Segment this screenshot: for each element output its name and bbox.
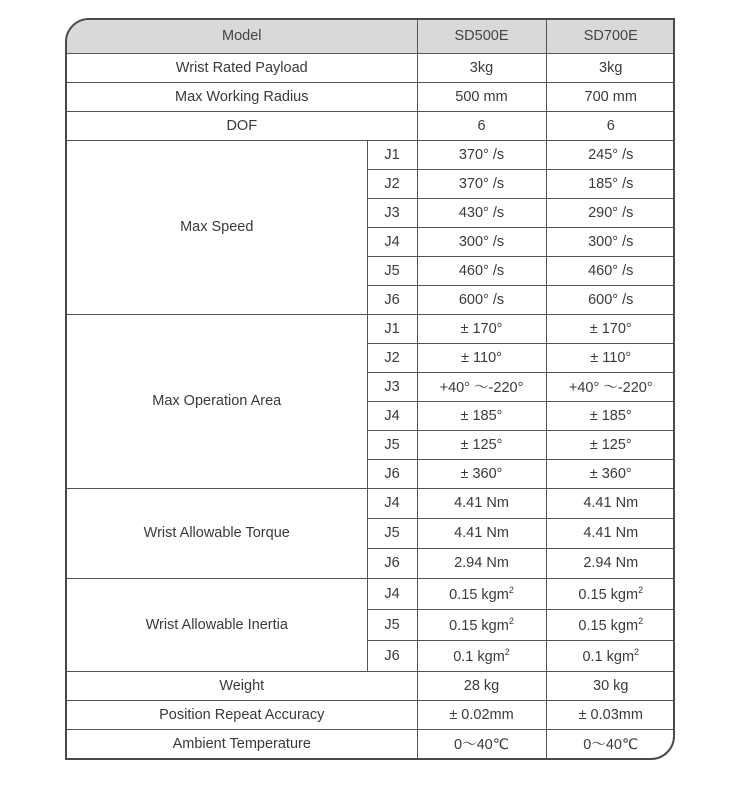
value-sd700e: 2.94 Nm [546, 548, 675, 578]
joint-label: J6 [367, 459, 417, 488]
value-sd700e: 185° /s [546, 169, 675, 198]
inertia-value: 0.15 [578, 617, 607, 634]
accuracy-row [67, 700, 675, 729]
row-label: Max Working Radius [67, 82, 417, 111]
payload-row [67, 53, 675, 82]
value-sd500e: 500 mm [417, 82, 546, 111]
value-sd500e: ± 125° [417, 430, 546, 459]
value-sd700e: 0～40℃ [546, 729, 675, 758]
joint-label: J4 [367, 401, 417, 430]
value-sd500e: 4.41 Nm [417, 488, 546, 518]
value-sd700e: 4.41 Nm [546, 518, 675, 548]
inertia-unit: kgm [481, 617, 509, 634]
value-sd500e: 430° /s [417, 198, 546, 227]
header-model: Model [67, 20, 417, 53]
dof-row [67, 111, 675, 140]
speed-row [67, 140, 675, 169]
inertia-exponent: 2 [508, 615, 514, 626]
value-sd500e: 600° /s [417, 285, 546, 314]
value-sd500e: ± 0.02mm [417, 700, 546, 729]
value-sd500e: ± 110° [417, 343, 546, 372]
value-sd700e: 460° /s [546, 256, 675, 285]
joint-label: J6 [367, 285, 417, 314]
joint-label: J6 [367, 548, 417, 578]
joint-label: J6 [367, 640, 417, 671]
header-row [67, 20, 675, 53]
value-sd700e: 300° /s [546, 227, 675, 256]
joint-label: J4 [367, 488, 417, 518]
joint-label: J4 [367, 578, 417, 609]
value-sd700e: +40° ～-220° [546, 372, 675, 401]
joint-label: J5 [367, 430, 417, 459]
value-sd700e: 30 kg [546, 671, 675, 700]
group-label: Wrist Allowable Inertia [67, 578, 367, 671]
value-sd700e [546, 609, 675, 640]
header-sd500e: SD500E [417, 20, 546, 53]
inertia-value: 0.1 [453, 648, 474, 665]
joint-label: J5 [367, 256, 417, 285]
inertia-unit: kgm [481, 586, 509, 603]
inertia-value: 0.15 [449, 586, 478, 603]
inertia-exponent: 2 [634, 646, 640, 657]
value-sd500e: 460° /s [417, 256, 546, 285]
value-sd500e: 0～40℃ [417, 729, 546, 758]
inertia-exponent: 2 [638, 615, 644, 626]
value-sd500e: 3kg [417, 53, 546, 82]
value-sd700e [546, 578, 675, 609]
value-sd500e: 4.41 Nm [417, 518, 546, 548]
inertia-exponent: 2 [504, 646, 510, 657]
inertia-unit: kgm [477, 648, 505, 665]
inertia-value: 0.15 [449, 617, 478, 634]
value-sd700e: 3kg [546, 53, 675, 82]
joint-label: J4 [367, 227, 417, 256]
inertia-unit: kgm [606, 648, 635, 665]
value-sd700e: ± 0.03mm [546, 700, 675, 729]
row-label: Position Repeat Accuracy [67, 700, 417, 729]
joint-label: J3 [367, 198, 417, 227]
joint-label: J1 [367, 314, 417, 343]
radius-row [67, 82, 675, 111]
value-sd500e [417, 578, 546, 609]
value-sd500e: ± 360° [417, 459, 546, 488]
weight-row [67, 671, 675, 700]
value-sd700e: ± 360° [546, 459, 675, 488]
value-sd500e: 370° /s [417, 140, 546, 169]
spec-table [67, 20, 675, 758]
value-sd700e: ± 170° [546, 314, 675, 343]
value-sd500e: 6 [417, 111, 546, 140]
joint-label: J2 [367, 169, 417, 198]
value-sd500e: 2.94 Nm [417, 548, 546, 578]
value-sd700e: 245° /s [546, 140, 675, 169]
joint-label: J1 [367, 140, 417, 169]
value-sd700e: 290° /s [546, 198, 675, 227]
inertia-value: 0.1 [582, 648, 603, 665]
value-sd700e [546, 640, 675, 671]
inertia-row [67, 578, 675, 609]
value-sd700e: 6 [546, 111, 675, 140]
torque-row [67, 488, 675, 518]
inertia-exponent: 2 [508, 584, 514, 595]
joint-label: J3 [367, 372, 417, 401]
joint-label: J5 [367, 609, 417, 640]
value-sd700e: ± 185° [546, 401, 675, 430]
group-label: Wrist Allowable Torque [67, 488, 367, 578]
inertia-value: 0.15 [578, 586, 607, 603]
spec-table-frame [65, 18, 675, 760]
row-label: Weight [67, 671, 417, 700]
value-sd500e [417, 609, 546, 640]
value-sd500e: 28 kg [417, 671, 546, 700]
group-label: Max Operation Area [67, 314, 367, 488]
inertia-unit: kgm [610, 586, 639, 603]
joint-label: J2 [367, 343, 417, 372]
row-label: Wrist Rated Payload [67, 53, 417, 82]
value-sd500e: +40° ～-220° [417, 372, 546, 401]
inertia-exponent: 2 [638, 584, 644, 595]
header-sd700e: SD700E [546, 20, 675, 53]
row-label: Ambient Temperature [67, 729, 417, 758]
value-sd700e: 4.41 Nm [546, 488, 675, 518]
joint-label: J5 [367, 518, 417, 548]
value-sd500e [417, 640, 546, 671]
value-sd700e: ± 125° [546, 430, 675, 459]
value-sd700e: ± 110° [546, 343, 675, 372]
group-label: Max Speed [67, 140, 367, 314]
value-sd700e: 600° /s [546, 285, 675, 314]
row-label: DOF [67, 111, 417, 140]
temperature-row [67, 729, 675, 758]
value-sd700e: 700 mm [546, 82, 675, 111]
value-sd500e: 300° /s [417, 227, 546, 256]
value-sd500e: 370° /s [417, 169, 546, 198]
inertia-unit: kgm [610, 617, 639, 634]
area-row [67, 314, 675, 343]
value-sd500e: ± 170° [417, 314, 546, 343]
value-sd500e: ± 185° [417, 401, 546, 430]
